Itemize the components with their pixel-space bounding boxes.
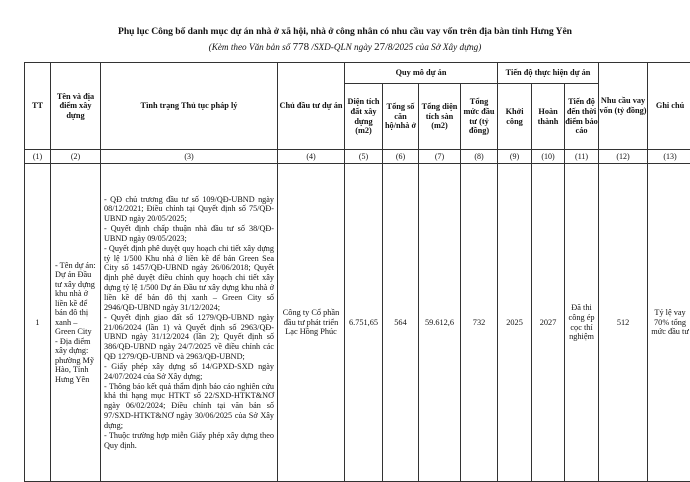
header-total-invest: Tổng mức đầu tư (tỷ đồng) xyxy=(461,84,498,150)
legal-item: - Thông báo kết quả thẩm định báo cáo nghiên cứu khả thi hạng mục HTKT số 22/SXD-HTKT&NƠ ngày 06/02/2024; Điều chỉnh tại văn bản số 97/SXD-HTKT&NƠ ngày 30/06/2025 của Sở Xây dựng; xyxy=(104,381,274,430)
cell-land-area: 6.751,65 xyxy=(345,164,383,482)
legal-item: - Quyết định giao đất số 1279/QĐ-UBND ngày 21/06/2024 (lần 1) và Quyết định số 2963/QĐ-UBND ngày 31/12/2024 (lần 2); Quyết định số 386/QĐ-UBND ngày 24/7/2025 về điều chỉnh các QĐ 1279/QĐ-UBND và 2963/QĐ-UBND; xyxy=(104,312,274,362)
doc-number: 778 xyxy=(292,41,310,53)
header-legal: Tình trạng Thủ tục pháp lý xyxy=(101,63,278,150)
cell-finish: 2027 xyxy=(532,164,565,482)
header-start: Khởi công xyxy=(498,84,532,150)
header-floor-area: Tổng diện tích sàn (m2) xyxy=(419,84,461,150)
col-number: (3) xyxy=(101,150,278,164)
legal-item: - Thuộc trường hợp miễn Giấy phép xây dựng theo Quy định. xyxy=(104,430,274,450)
header-progress-time: Tiến độ đến thời điểm báo cáo xyxy=(565,84,599,150)
col-number: (6) xyxy=(383,150,419,164)
col-number: (8) xyxy=(461,150,498,164)
cell-progress-time: Đã thi công ép cọc thí nghiệm xyxy=(565,164,599,482)
col-number: (7) xyxy=(419,150,461,164)
col-number: (10) xyxy=(532,150,565,164)
document-subtitle xyxy=(0,41,690,53)
cell-units: 564 xyxy=(383,164,419,482)
legal-item: - QĐ chủ trương đầu tư số 109/QĐ-UBND ngày 08/12/2021; Điều chỉnh tại Quyết định số 75/QĐ-UBND ngày 20/05/2025; xyxy=(104,194,274,224)
cell-tt: 1 xyxy=(25,164,51,482)
subtitle-suffix: /8/2025 của Sở Xây dựng) xyxy=(385,42,482,52)
cell-loan: 512 xyxy=(599,164,648,482)
header-note: Ghi chú xyxy=(648,63,690,150)
cell-total-invest: 732 xyxy=(461,164,498,482)
legal-item: - Giấy phép xây dựng số 14/GPXD-SXD ngày 24/07/2024 của Sở Xây dựng; xyxy=(104,361,274,381)
cell-floor-area: 59.612,6 xyxy=(419,164,461,482)
header-row-1 xyxy=(25,63,690,84)
subtitle-mid: /SXD-QLN ngày xyxy=(311,42,372,52)
project-table xyxy=(24,62,690,482)
legal-item: - Quyết định phê duyệt quy hoạch chi tiết xây dựng tỷ lệ 1/500 Khu nhà ở liền kề để bán Green Sea City số 1457/QĐ-UBND ngày 26/06/2018; Quyết định phê duyệt điều chỉnh quy hoạch chi tiết xây dựng tỷ lệ 1/500 Dự án Đầu tư xây dựng khu nhà ở liền kề để bán đô thị xanh – Green City số 2946/QĐ-UBND ngày 31/12/2024; xyxy=(104,243,274,312)
legal-item: - Quyết định chấp thuận nhà đầu tư số 38/QĐ-UBND ngày 09/05/2023; xyxy=(104,224,274,243)
cell-name: - Tên dự án: Dự án Đầu tư xây dựng khu nhà ở liền kề để bán đô thị xanh – Green City - Địa điểm xây dựng: phường Mỹ Hào, Tỉnh Hưng Yên xyxy=(51,164,101,482)
header-name: Tên và địa điểm xây dựng xyxy=(51,63,101,150)
cell-investor: Công ty Cổ phần đầu tư phát triển Lạc Hồng Phúc xyxy=(278,164,345,482)
cell-note: Tỷ lệ vay 70% tổng mức đầu tư xyxy=(648,164,690,482)
header-tt: TT xyxy=(25,63,51,150)
doc-day: 27 xyxy=(374,41,386,53)
header-investor: Chủ đầu tư dự án xyxy=(278,63,345,150)
header-loan: Nhu cầu vay vốn (tỷ đồng) xyxy=(599,63,648,150)
col-number: (9) xyxy=(498,150,532,164)
header-units: Tổng số căn hộ/nhà ở xyxy=(383,84,419,150)
subtitle-prefix: (Kèm theo Văn bản số xyxy=(208,42,291,52)
cell-start: 2025 xyxy=(498,164,532,482)
header-scale-group: Quy mô dự án xyxy=(345,63,498,84)
document-title: Phụ lục Công bố danh mục dự án nhà ở xã hội, nhà ở công nhân có nhu cầu vay vốn trên địa bàn tỉnh Hưng Yên xyxy=(118,26,572,37)
header-land-area: Diện tích đất xây dựng (m2) xyxy=(345,84,383,150)
col-number: (5) xyxy=(345,150,383,164)
col-number: (12) xyxy=(599,150,648,164)
header-finish: Hoàn thành xyxy=(532,84,565,150)
column-number-row xyxy=(25,150,690,164)
col-number: (4) xyxy=(278,150,345,164)
col-number: (2) xyxy=(51,150,101,164)
col-number: (1) xyxy=(25,150,51,164)
header-progress-group: Tiến độ thực hiện dự án xyxy=(498,63,599,84)
table-row xyxy=(25,164,690,482)
col-number: (11) xyxy=(565,150,599,164)
cell-legal xyxy=(101,164,278,482)
col-number: (13) xyxy=(648,150,690,164)
